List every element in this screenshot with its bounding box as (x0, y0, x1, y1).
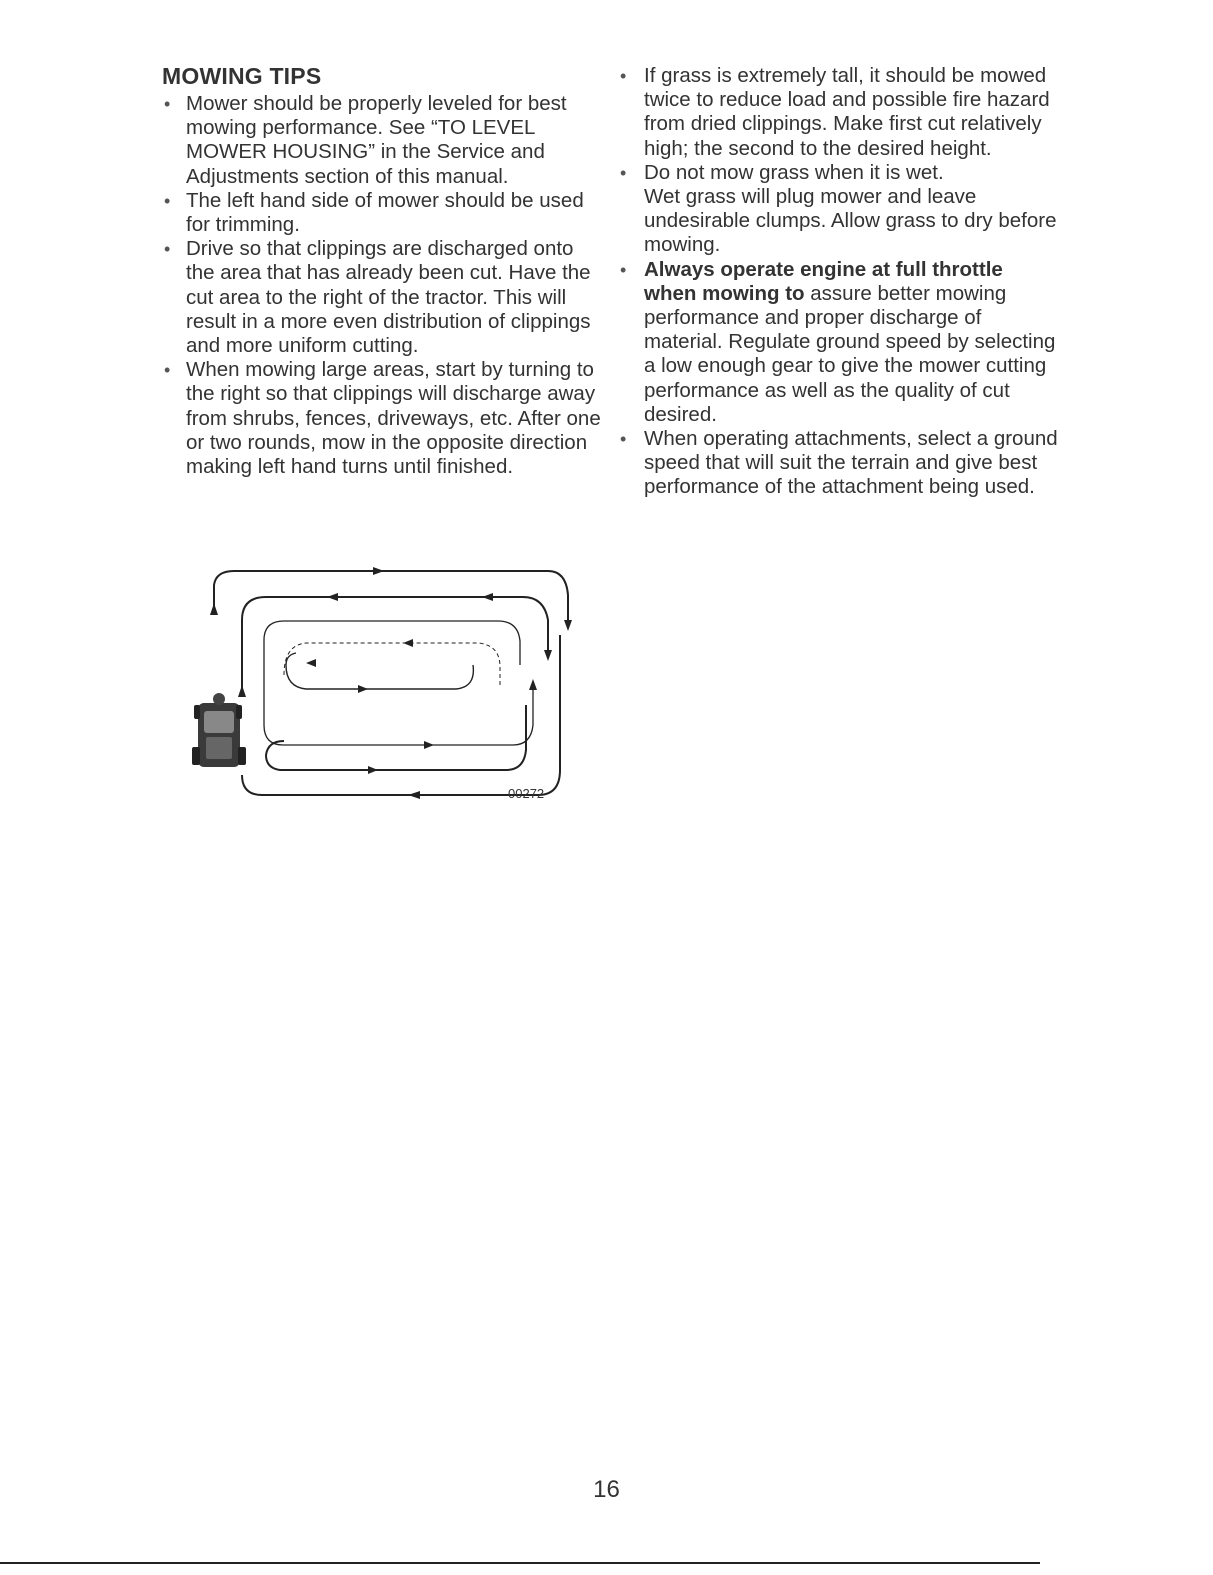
footer-rule (0, 1562, 1040, 1564)
tip-tall-grass: • If grass is extremely tall, it should be mowed twice to reduce load and possible fire hazard from dried clippings. Make first cut relatively high; the second to the desired height. (618, 64, 1058, 161)
tip-attachments: • When operating attachments, select a ground speed that will suit the terrain and give best performance of the attachment being used. (618, 427, 1058, 500)
mowing-path-inner (286, 653, 473, 689)
tip-full-throttle (618, 258, 1058, 427)
right-column (618, 64, 1058, 500)
arrow-left-bottom (408, 791, 420, 799)
arrow-right-top (373, 567, 384, 575)
tip-wet-grass (618, 161, 1058, 258)
tip-wet-grass-line2: Wet grass will plug mower and leave undesirable clumps. Allow grass to dry before mowing. (644, 185, 1057, 257)
tip-trimming: • The left hand side of mower should be used for trimming. (162, 189, 602, 237)
tractor-icon (192, 693, 246, 767)
arrow-left-inner (403, 639, 413, 647)
tip-full-throttle-text: assure better mowing performance and proper discharge of material. Regulate ground speed by selecting a low enough gear to give the mower cutting performance as well as the quality of cut desired. (644, 281, 1056, 426)
mowing-pattern-diagram (188, 565, 583, 805)
tip-level-mower: • Mower should be properly leveled for best mowing performance. See “TO LEVEL MOWER HOUSING” in the Service and Adjustments section of this manual. (162, 92, 602, 189)
mowing-path-ring-3 (264, 621, 533, 745)
right-tips-list (618, 64, 1058, 500)
tip-discharge: • Drive so that clippings are discharged onto the area that has already been cut. Have the cut area to the right of the tractor. This will result in a more even distribution of clippings and more uniform cutting. (162, 237, 602, 358)
arrow-right-ring3 (424, 741, 434, 749)
arrow-left-center (306, 659, 316, 667)
page-number: 16 (593, 1476, 620, 1503)
section-title: MOWING TIPS (162, 63, 322, 89)
arrow-up-left (238, 685, 246, 697)
tip-wet-grass-line1: Do not mow grass when it is wet. (644, 160, 944, 184)
arrow-left-ring2b (482, 593, 493, 601)
mowing-path-ring-4 (284, 643, 500, 685)
figure-code: 00272 (508, 786, 545, 801)
left-column (162, 62, 602, 479)
arrow-up-ring3 (529, 679, 537, 690)
tip-full-throttle-bold: Always operate engine at full throttle when mowing to (644, 257, 1003, 305)
mowing-path-ring-2-top (242, 597, 548, 695)
arrow-left-ring2 (327, 593, 338, 601)
arrow-down-ring2 (544, 650, 552, 661)
arrow-right-center (358, 685, 368, 693)
left-tips-list (162, 92, 602, 479)
tip-large-areas: • When mowing large areas, start by turning to the right so that clippings will discharge away from shrubs, fences, driveways, etc. After one or two rounds, mow in the opposite direction making left hand turns until finished. (162, 358, 602, 479)
arrow-down-right-outer (564, 620, 572, 631)
mowing-path-bottom-loop (266, 705, 526, 770)
arrow-up-start (210, 603, 218, 615)
arrow-right-bottom-loop (368, 766, 378, 774)
